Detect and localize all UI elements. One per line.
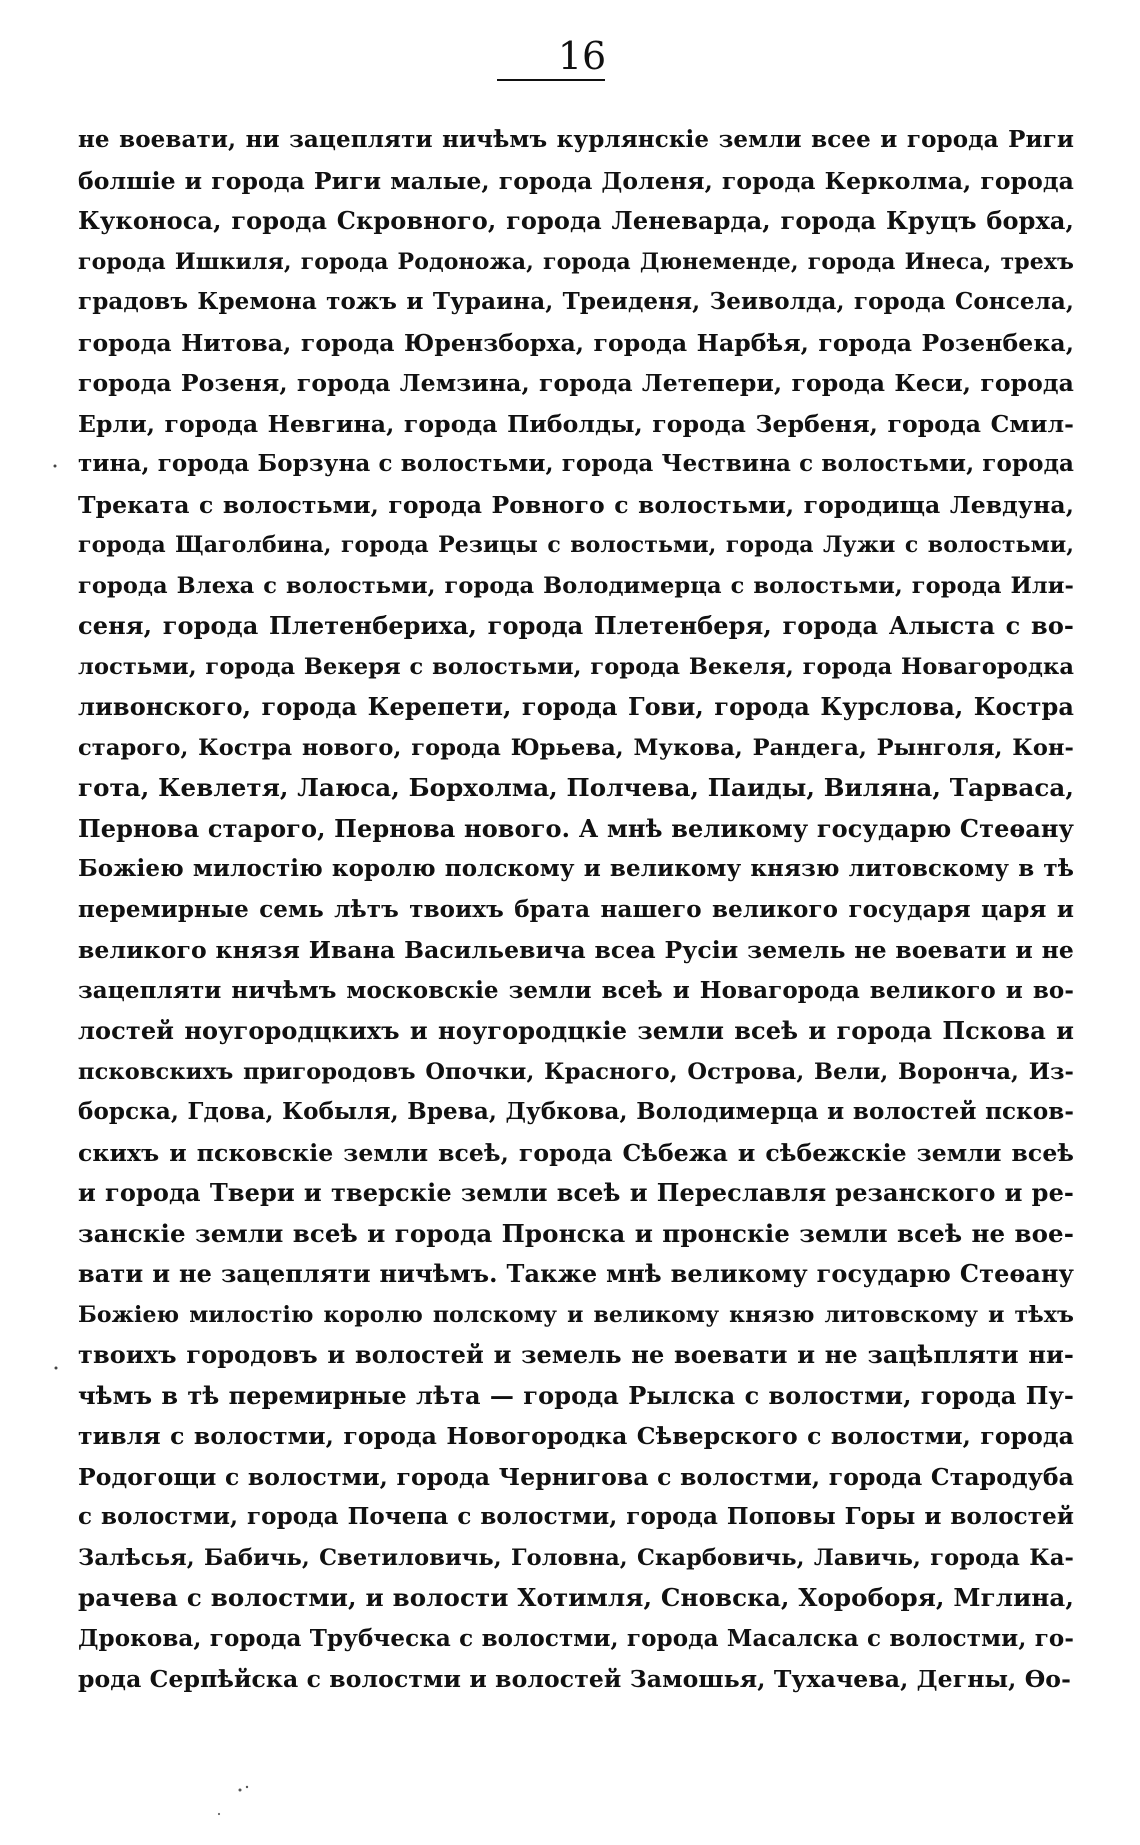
- text-line: перемирные семь лѣтъ твоихъ брата нашего великого государя царя и: [78, 895, 1074, 923]
- text-line: города Нитова, города Юрензборха, города Нарбѣя, города Розенбека,: [78, 328, 1074, 357]
- text-line: с волостми, города Почепа с волостми, города Поповы Горы и волостей: [78, 1503, 1074, 1530]
- text-line: не воевати, ни зацепляти ничѣмъ курлянскіе земли всее и города Риги: [78, 126, 1074, 153]
- text-line: рода Серпѣйска с волостми и волостей Замошья, Тухачева, Дегны, Ѳо-: [78, 1665, 1071, 1693]
- text-line: города Ишкиля, города Родонoжа, города Дюнеменде, города Инеса, трехъ: [78, 248, 1074, 275]
- text-line: Родогощи с волостми, города Чернигова с волостми, города Стародуба: [78, 1462, 1074, 1491]
- ink-speck: [55, 1367, 58, 1370]
- text-line: тина, города Борзуна с волостьми, города Чествина с волостьми, города: [78, 450, 1074, 477]
- text-line: Божіею милостію королю полскому и великому князю литовскому в тѣ: [78, 855, 1074, 882]
- text-line: сеня, города Плетенбериха, города Плетенберя, города Алыста с во-: [78, 611, 1074, 640]
- text-line: и города Твери и тверскіе земли всеѣ и Переславля резанского и ре-: [78, 1178, 1074, 1207]
- text-line: болшіе и города Риги малые, города Доленя, города Керколма, города: [78, 166, 1074, 195]
- text-line: лостей ноугородцкихъ и ноугородцкіе земли всеѣ и города Пскова и: [78, 1016, 1074, 1045]
- text-line: города Розеня, города Лемзина, города Летепери, города Кеси, города: [78, 369, 1074, 397]
- ink-speck: [246, 1786, 248, 1788]
- text-line: города Влеха с волостьми, города Володимерца с волостьми, города Или-: [78, 572, 1074, 599]
- text-line: чѣмъ в тѣ перемирные лѣта — города Рылска с волостми, города Пу-: [78, 1380, 1074, 1410]
- text-line: Треката с волостьми, города Ровного с волостьми, городища Левдуна,: [78, 490, 1074, 519]
- text-line: ливонского, города Керепети, города Гови, города Курслова, Костра: [78, 692, 1074, 721]
- ink-speck: [218, 1813, 220, 1815]
- text-line: старого, Костра нового, города Юрьева, Мукова, Рандега, Рынголя, Кон-: [78, 734, 1074, 761]
- text-line: лостьми, города Векеря с волостьми, города Векеля, города Новагородка: [78, 653, 1074, 680]
- text-line: твоихъ городовъ и волостей и земель не воевати и не зацѣпляти ни-: [78, 1340, 1074, 1369]
- text-line: борска, Гдова, Кобыля, Врева, Дубкова, Володимерца и волостей псков-: [78, 1098, 1074, 1125]
- text-line: Дрокова, города Трубческа с волостми, города Масалска с волостми, го-: [78, 1624, 1074, 1652]
- text-line: псковскихъ пригородовъ Опочки, Красного, Острова, Вели, Воронча, Из-: [78, 1058, 1074, 1085]
- text-line: Куконоса, города Скровного, города Леневарда, города Круцъ борха,: [78, 206, 1074, 235]
- text-line: Ерли, города Невгина, города Пиболды, города Зербеня, города Смил-: [78, 409, 1074, 438]
- page-number: 16: [557, 34, 607, 78]
- text-line: скихъ и псковскіе земли всеѣ, города Сѣбежа и сѣбежскіе земли всеѣ: [78, 1138, 1074, 1167]
- text-line: тивля с волостми, города Новогородка Сѣверского с волостми, города: [78, 1422, 1074, 1450]
- text-line: рачева с волостми, и волости Хотимля, Сновска, Хороборя, Мглина,: [78, 1583, 1074, 1612]
- text-line: занскіе земли всеѣ и города Пронска и пронскіе земли всеѣ не вое-: [78, 1218, 1074, 1248]
- text-line: вати и не зацепляти ничѣмъ. Также мнѣ великому государю Стеѳану: [78, 1259, 1074, 1288]
- text-line: города Щаголбина, города Резицы с волостьми, города Лужи с волостьми,: [78, 532, 1074, 558]
- text-line: Пернова старого, Пернова нового. А мнѣ великому государю Стеѳану: [78, 813, 1074, 843]
- text-line: зацепляти ничѣмъ московскіе земли всеѣ и Новагорода великого и во-: [78, 976, 1074, 1004]
- text-line: градовъ Кремона тожъ и Тураина, Треиденя, Зеиволда, города Сонсела,: [78, 288, 1074, 315]
- ink-speck: [54, 465, 57, 468]
- text-line: гота, Кевлетя, Лаюса, Борхолма, Полчева, Паиды, Виляна, Тарваса,: [78, 773, 1074, 802]
- text-line: Залѣсья, Бабичь, Светиловичь, Головна, Скарбовичь, Лавичь, города Ка-: [78, 1544, 1074, 1571]
- text-line: великого князя Ивана Васильевича всеа Русіи земель не воевати и не: [78, 936, 1074, 964]
- ink-speck: [239, 1789, 242, 1792]
- text-line: Божіею милостію королю полскому и великому князю литовскому и тѣхъ: [78, 1301, 1074, 1328]
